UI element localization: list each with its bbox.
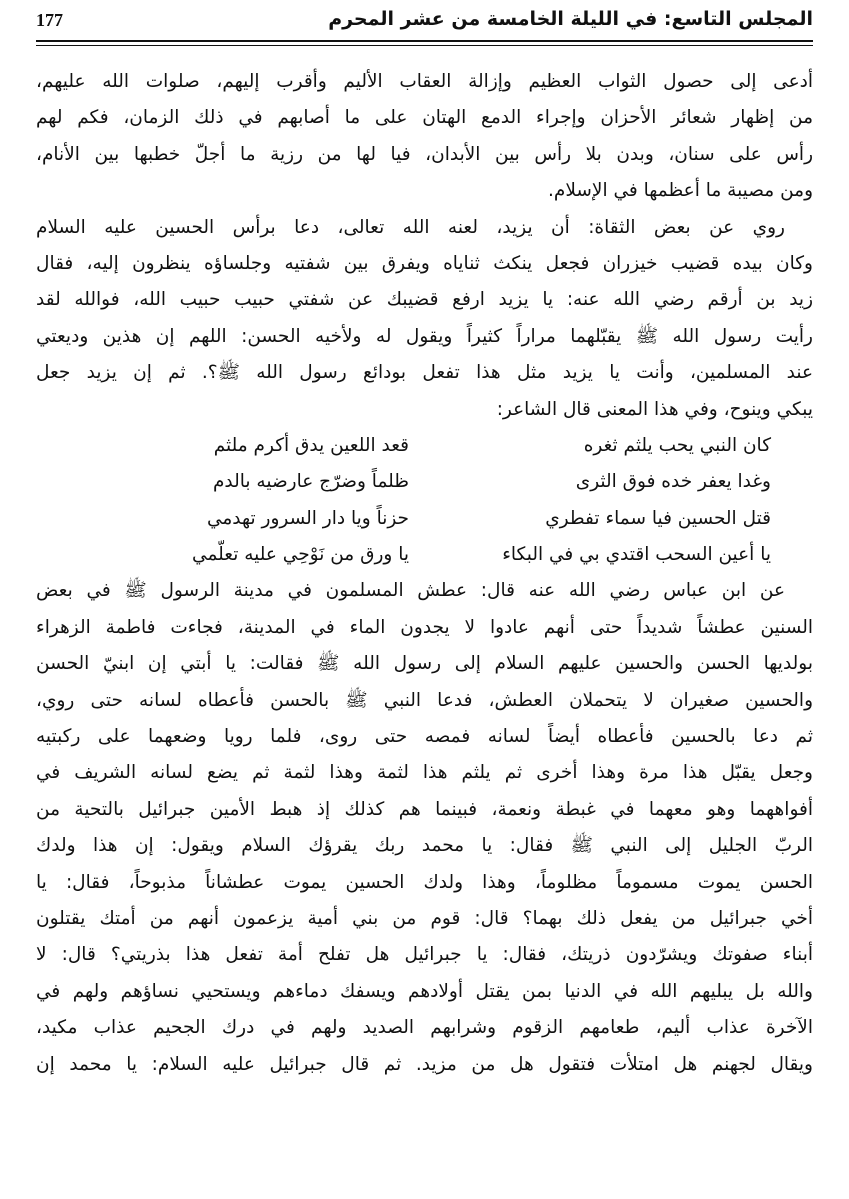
second-hemistich: ظلماً وضرّج عارضيه بالدم <box>212 471 409 493</box>
text-line: وكان بيده قضيب خيزران فجعل ينكث ثناياه ويفرق بين شفتيه وجلساؤه ينظرون إليه، فقال <box>36 252 813 274</box>
first-hemistich: كان النبي يحب يلثم ثغره <box>583 434 771 456</box>
text-line: أدعى إلى حصول الثواب العظيم وإزالة العقاب الأليم وأقرب إليهم، صلوات الله عليهم، <box>36 71 813 92</box>
text-line: ويقال لجهنم هل امتلأت فتقول هل من مزيد. ثم قال جبرائيل عليه السلام: يا محمد إن <box>36 1053 813 1075</box>
text-line: رأيت رسول الله ﷺ يقبّلهما مراراً كثيراً ويقول له ولأخيه الحسن: اللهم إن هذين وديعتي <box>36 325 813 347</box>
first-hemistich: قتل الحسين فيا سماء تفطري <box>545 507 771 529</box>
header-rule-thick <box>36 40 813 42</box>
text-line: بولديها الحسن والحسين عليهم السلام إلى رسول الله ﷺ فقالت: يا أبتي إن ابنيّ الحسن <box>36 653 813 675</box>
text-line: عن ابن عباس رضي الله عنه قال: عطش المسلمون في مدينة الرسول ﷺ في بعض <box>36 580 785 602</box>
text-line: ومن مصيبة ما أعظمها في الإسلام. <box>548 180 813 202</box>
chapter-title: المجلس التاسع: في الليلة الخامسة من عشر المحرم <box>328 8 813 30</box>
first-hemistich: يا أعين السحب اقتدي بي في البكاء <box>502 544 771 566</box>
text-line: السنين عطشاً شديداً حتى أنهم عادوا لا يجدون الماء في المدينة، فجاءت فاطمة الزهراء <box>36 616 813 638</box>
text-line: أخي جبرائيل من يفعل ذلك بهما؟ قال: قوم من بني أمية يزعمون أنهم من أمتك يقتلون <box>36 907 813 929</box>
poem-verse <box>36 464 813 500</box>
text-line: أفواههما وهو معهما في غبطة ونعمة، فبينما هم كذلك إذ هبط الأمين جبرائيل بالتحية من <box>36 798 813 820</box>
first-hemistich: وغدا يعفر خده فوق الثرى <box>575 471 771 493</box>
second-hemistich: قعد اللعين يدق أكرم ملثم <box>213 434 409 456</box>
page-number: 177 <box>36 10 63 30</box>
poem-verse <box>36 428 813 464</box>
text-line: الربّ الجليل إلى النبي ﷺ فقال: يا محمد ربك يقرؤك السلام ويقول: إن هذا ولدك <box>36 835 813 857</box>
text-line: رأس على سنان، وبدن بلا رأس بين الأبدان، فيا لها من رزية ما أجلّ خطبها بين الأنام، <box>36 143 813 165</box>
text-line: والله بل يبليهم الله في الدنيا بمن يقتل أولادهم ويسفك دماءهم ويستحيي نساؤهم ولهم في <box>36 980 813 1002</box>
poem <box>36 428 813 574</box>
text-line: أبناء صفوتك ويشرّدون ذريتك، فقال: يا جبرائيل هل تفلح أمة تفعل هذا بذريتي؟ قال: لا <box>36 944 813 966</box>
paragraph <box>36 210 813 428</box>
paragraph <box>36 573 813 1082</box>
second-hemistich: حزناً ويا دار السرور تهدمي <box>206 507 409 529</box>
text-line: الحسن يموت مسموماً مظلوماً، وهذا ولدك الحسين يموت عطشاناً مذبوحاً، فقال: يا <box>36 871 813 893</box>
text-line: عند المسلمين، وأنت يا يزيد مثل هذا تفعل بودائع رسول الله ﷺ؟. ثم إن يزيد جعل <box>36 362 813 384</box>
poem-verse <box>36 537 813 573</box>
text-line: ثم دعا بالحسين فأعطاه أيضاً لسانه فمصه حتى روى، فلما رويا وضعهما على ركبتيه <box>36 726 813 748</box>
page-body <box>36 64 813 1083</box>
text-line: روي عن بعض الثقاة: أن يزيد، لعنه الله تعالى، دعا برأس الحسين عليه السلام <box>36 216 785 238</box>
text-line: يبكي وينوح، وفي هذا المعنى قال الشاعر: <box>496 398 813 420</box>
poem-verse <box>36 501 813 537</box>
text-line: من إظهار شعائر الأحزان وإجراء الدمع الهتان على ما أصابهم في ذلك الزمان، فكم لهم <box>36 107 813 129</box>
text-line: الآخرة عذاب أليم، طعامهم الزقوم وشرابهم الصديد ولهم في درك الجحيم عذاب مكيد، <box>36 1017 813 1039</box>
paragraph <box>36 64 813 210</box>
header-rule-thin <box>36 45 813 46</box>
text-line: وجعل يقبّل هذا مرة وهذا أخرى ثم يلثم هذا لثمة وهذا لثمة ثم يضع لسانه الشريف في <box>36 762 813 784</box>
running-header <box>36 6 813 36</box>
second-hemistich: يا ورق من نَوْحِي عليه تعلّمي <box>192 544 409 566</box>
text-line: والحسين صغيران لا يتحملان العطش، فدعا النبي ﷺ بالحسن فأعطاه لسانه حتى روي، <box>36 689 813 711</box>
text-line: زيد بن أرقم رضي الله عنه: يا يزيد ارفع قضيبك عن شفتي حبيب حبيب الله، فوالله لقد <box>36 289 813 311</box>
